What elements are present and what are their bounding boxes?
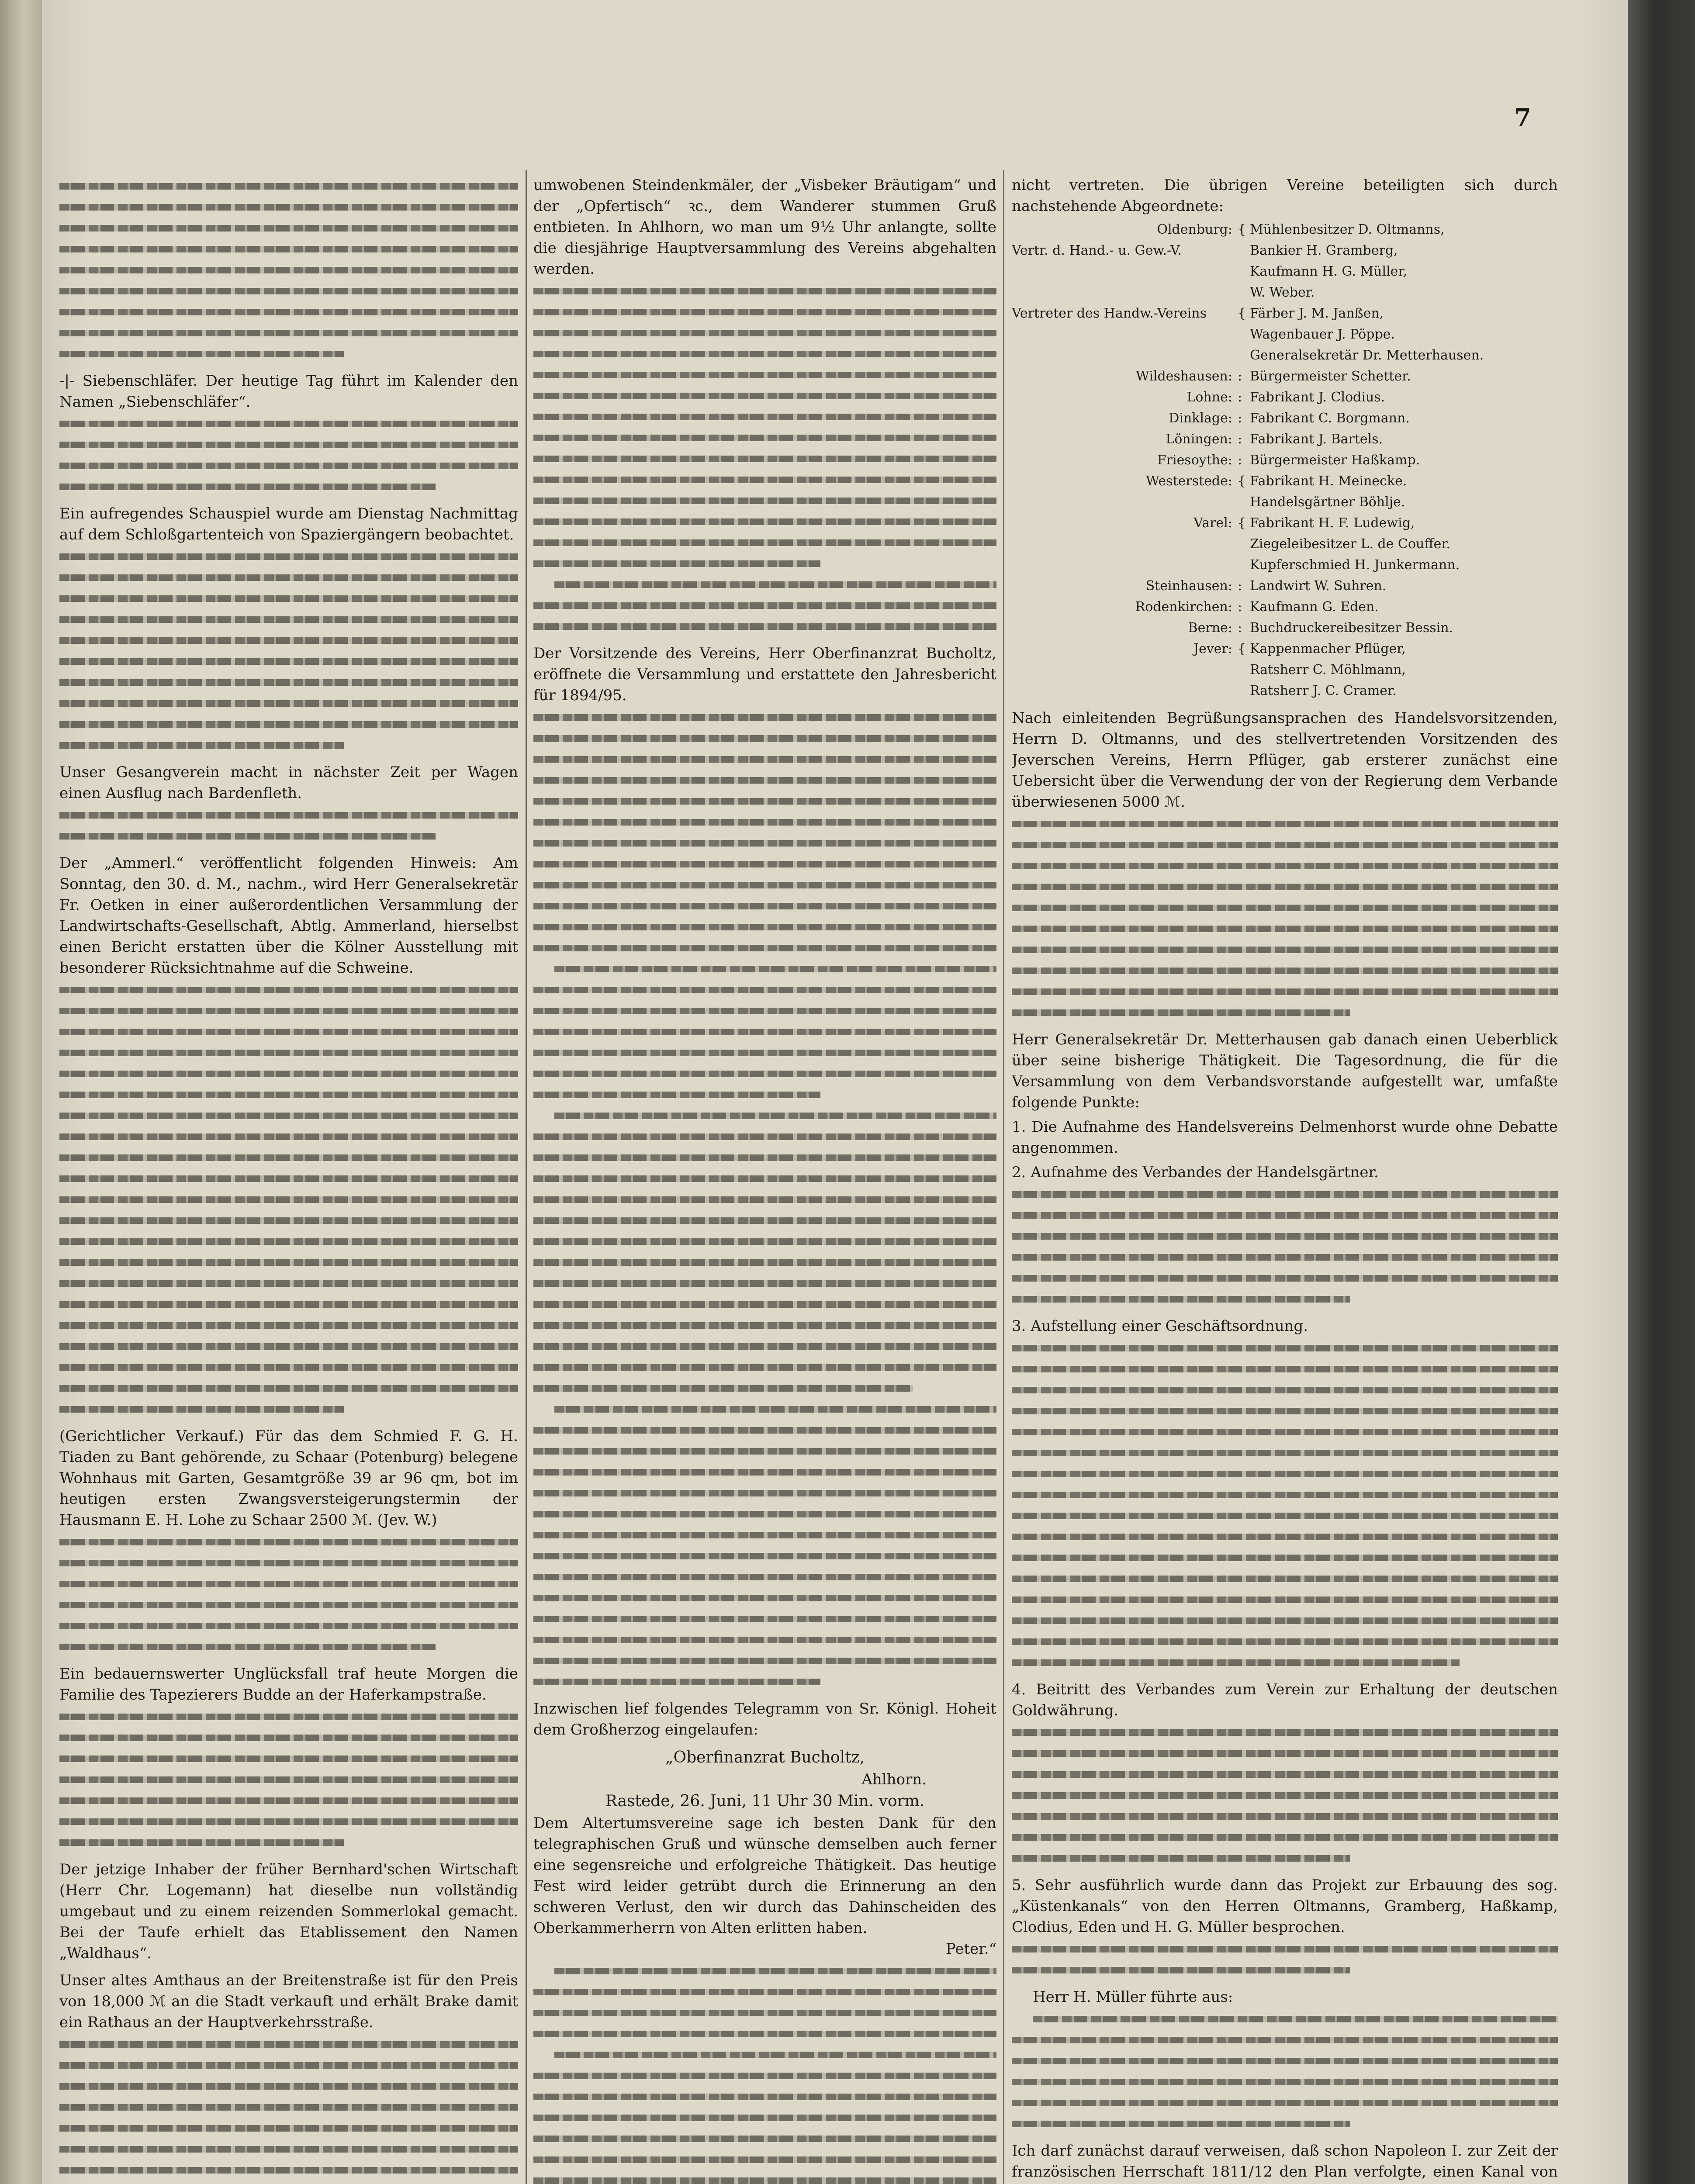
column-3 xyxy=(1012,175,1558,2184)
landesverein-vorstand: Der Vorsitzende des Vereins, Herr Oberfinanzrat Bucholtz, eröffnete die Versammlung und erstattete den Jahresbericht für 1894/95. xyxy=(533,645,996,704)
landesverein-intro: umwobenen Steindenkmäler, der „Visbeker Bräutigam“ und der „Opfertisch“ ꝛc., dem Wanderer stummen Gruß entbieten. In Ahlhorn, wo man um 9½ Uhr anlangte, sollte die diesjährige Hauptversammlung des Vereins abgehalten werden. xyxy=(533,176,996,278)
book-binding xyxy=(1628,0,1695,2184)
mueller-speech-intro: Herr H. Müller führte aus: xyxy=(1033,1988,1233,2006)
agenda-point-2: 2. Aufnahme des Verbandes der Handelsgärtner. xyxy=(1012,1164,1379,1181)
column-1 xyxy=(59,175,518,2184)
column-rule-2 xyxy=(1003,170,1004,2184)
telegram-text: Dem Altertumsvereine sage ich besten Dank für den telegraphischen Gruß und wünsche demselben auch ferner eine segensreiche und erfolgreiche Thätigkeit. Das heutige Fest wird leider getrübt durch die Erinnerung an den schweren Verlust, den wir durch das Dahinscheiden des Oberkammerherrn von Alten erlitten haben. xyxy=(533,1814,996,1937)
article-zwischenahn: Der „Ammerl.“ veröffentlicht folgenden Hinweis: Am Sonntag, den 30. d. M., nachm., wird Herr Generalsekretär Fr. Oetken in einer außerordentlichen Versammlung der Landwirtschafts-Gesellschaft, Abtlg. Ammerland, hierselbst einen Bericht erstatten über die Kölner Ausstellung mit besonderer Rücksichtnahme auf die Schweine. xyxy=(59,854,518,977)
telegram-place: Ahlhorn. xyxy=(861,1771,927,1788)
agenda-point-3: 3. Aufstellung einer Geschäftsordnung. xyxy=(1012,1317,1308,1335)
agenda-point-4: 4. Beitritt des Verbandes zum Verein zur Erhaltung der deutschen Goldwährung. xyxy=(1012,1681,1558,1719)
mueller-speech-napoleon: Ich darf zunächst darauf verweisen, daß schon Napoleon I. zur Zeit der französischen Herrschaft 1811/12 den Plan verfolgte, einen Kanal von xyxy=(1012,2142,1558,2181)
telegram-date: Rastede, 26. Juni, 11 Uhr 30 Min. vorm. xyxy=(605,1792,925,1810)
telegram-signature: Peter.“ xyxy=(946,1940,996,1958)
delegate-row: Vertreter des Handw.-Vereins { Färber J. M. Janßen, Wagenbauer J. Pöppe. Generalsekretär Dr. Metterhausen. xyxy=(1012,306,1484,363)
article-eversten: Unser Gesangverein macht in nächster Zeit per Wagen einen Ausflug nach Bardenfleth. xyxy=(59,764,518,802)
delegate-row: Lohne: : Fabrikant J. Clodius. xyxy=(1186,390,1385,405)
page-number: 7 xyxy=(1514,103,1532,132)
verbandstag-greeting: Nach einleitenden Begrüßungsansprachen des Handelsvorsitzenden, Herrn D. Oltmanns, und des stellvertretenden Vorsitzenden des Jeverschen Vereins, Herrn Pflüger, gab ersterer zunächst eine Uebersicht über die Verwendung der von der Regierung dem Verbande überwiesenen 5000 ℳ. xyxy=(1012,709,1558,811)
delegate-row: Wildeshausen: : Bürgermeister Schetter. xyxy=(1136,369,1411,384)
previous-page-edge xyxy=(0,0,42,2184)
article-brake-1: Unser altes Amthaus an der Breitenstraße ist für den Preis von 18,000 ℳ an die Stadt verkauft und erhält Brake damit ein Rathaus an der Hauptverkehrsstraße. xyxy=(59,1972,518,2031)
delegate-row: Löningen: : Fabrikant J. Bartels. xyxy=(1166,432,1383,447)
newspaper-page xyxy=(42,0,1628,2184)
delegate-row: Dinklage: : Fabrikant C. Borgmann. xyxy=(1169,411,1410,426)
article-varel: Ein bedauernswerter Unglücksfall traf heute Morgen die Familie des Tapezierers Budde an der Haferkampstraße. xyxy=(59,1665,518,1704)
delegate-row: Westerstede: { Fabrikant H. Meinecke. Handelsgärtner Böhlje. xyxy=(1146,473,1407,510)
column-2 xyxy=(533,175,996,2184)
delegate-row: Rodenkirchen: : Kaufmann G. Eden. xyxy=(1135,599,1379,615)
delegate-row: Oldenburg: { Mühlenbesitzer D. Oltmanns, Bankier H. Gramberg, Kaufmann H. G. Müller, W. Weber. xyxy=(1157,222,1445,300)
telegram-intro: Inzwischen lief folgendes Telegramm von Sr. Königl. Hoheit dem Großherzog eingelaufen: xyxy=(533,1700,996,1738)
agenda-point-5: 5. Sehr ausführlich wurde dann das Projekt zur Erbauung des sog. „Küstenkanals“ von den Herren Oltmanns, Gramberg, Haßkamp, Clodius, Eden und H. G. Müller besprochen. xyxy=(1012,1876,1558,1936)
delegates-list xyxy=(1012,219,1558,702)
delegates-intro: nicht vertreten. Die übrigen Vereine beteiligten sich durch nachstehende Abgeordnete: xyxy=(1012,176,1558,215)
delegate-row: Friesoythe: : Bürgermeister Haßkamp. xyxy=(1157,453,1420,468)
article-neuenwege: Der jetzige Inhaber der früher Bernhard'schen Wirtschaft (Herr Chr. Logemann) hat dieselbe nun vollständig umgebaut und zu einem reizenden Sommerlokal gemacht. Bei der Taufe erhielt das Etablissement den Namen „Waldhaus“. xyxy=(59,1861,518,1962)
article-schauspiel: Ein aufregendes Schauspiel wurde am Dienstag Nachmittag auf dem Schloßgartenteich von Spaziergängern beobachtet. xyxy=(59,505,518,543)
column-rule-1 xyxy=(526,170,527,2184)
delegate-row: Jever: { Kappenmacher Pflüger, Ratsherr C. Möhlmann, Ratsherr J. C. Cramer. xyxy=(1193,641,1406,698)
verbandstag-report-intro: Herr Generalsekretär Dr. Metterhausen gab danach einen Ueberblick über seine bisherige Thätigkeit. Die Tagesordnung, die für die Versammlung von dem Verbandsvorstande aufgestellt war, umfaßte folgende Punkte: xyxy=(1012,1031,1558,1111)
delegate-row: Berne: : Buchdruckereibesitzer Bessin. xyxy=(1188,620,1453,636)
article-jever: (Gerichtlicher Verkauf.) Für das dem Schmied F. G. H. Tiaden zu Bant gehörende, zu Schaar (Potenburg) belegene Wohnhaus mit Garten, Gesamtgröße 39 ar 96 qm, bot im heutigen ersten Zwangsversteigerungstermin der Hausmann E. H. Lohe zu Schaar 2500 ℳ. (Jev. W.) xyxy=(59,1427,518,1529)
continued-text xyxy=(59,176,518,364)
delegate-row: Steinhausen: : Landwirt W. Suhren. xyxy=(1145,578,1387,594)
agenda-point-1: 1. Die Aufnahme des Handelsvereins Delmenhorst wurde ohne Debatte angenommen. xyxy=(1012,1118,1558,1157)
telegram-address: „Oberfinanzrat Bucholtz, xyxy=(665,1749,865,1766)
article-siebenschlaefer: -|- Siebenschläfer. Der heutige Tag führt im Kalender den Namen „Siebenschläfer“. xyxy=(59,372,518,411)
delegate-row: Varel: { Fabrikant H. F. Ludewig, Ziegeleibesitzer L. de Couffer. Kupferschmied H. Junkermann. xyxy=(1193,515,1460,573)
delegate-row: Vertr. d. Hand.- u. Gew.-V. xyxy=(1012,243,1182,258)
